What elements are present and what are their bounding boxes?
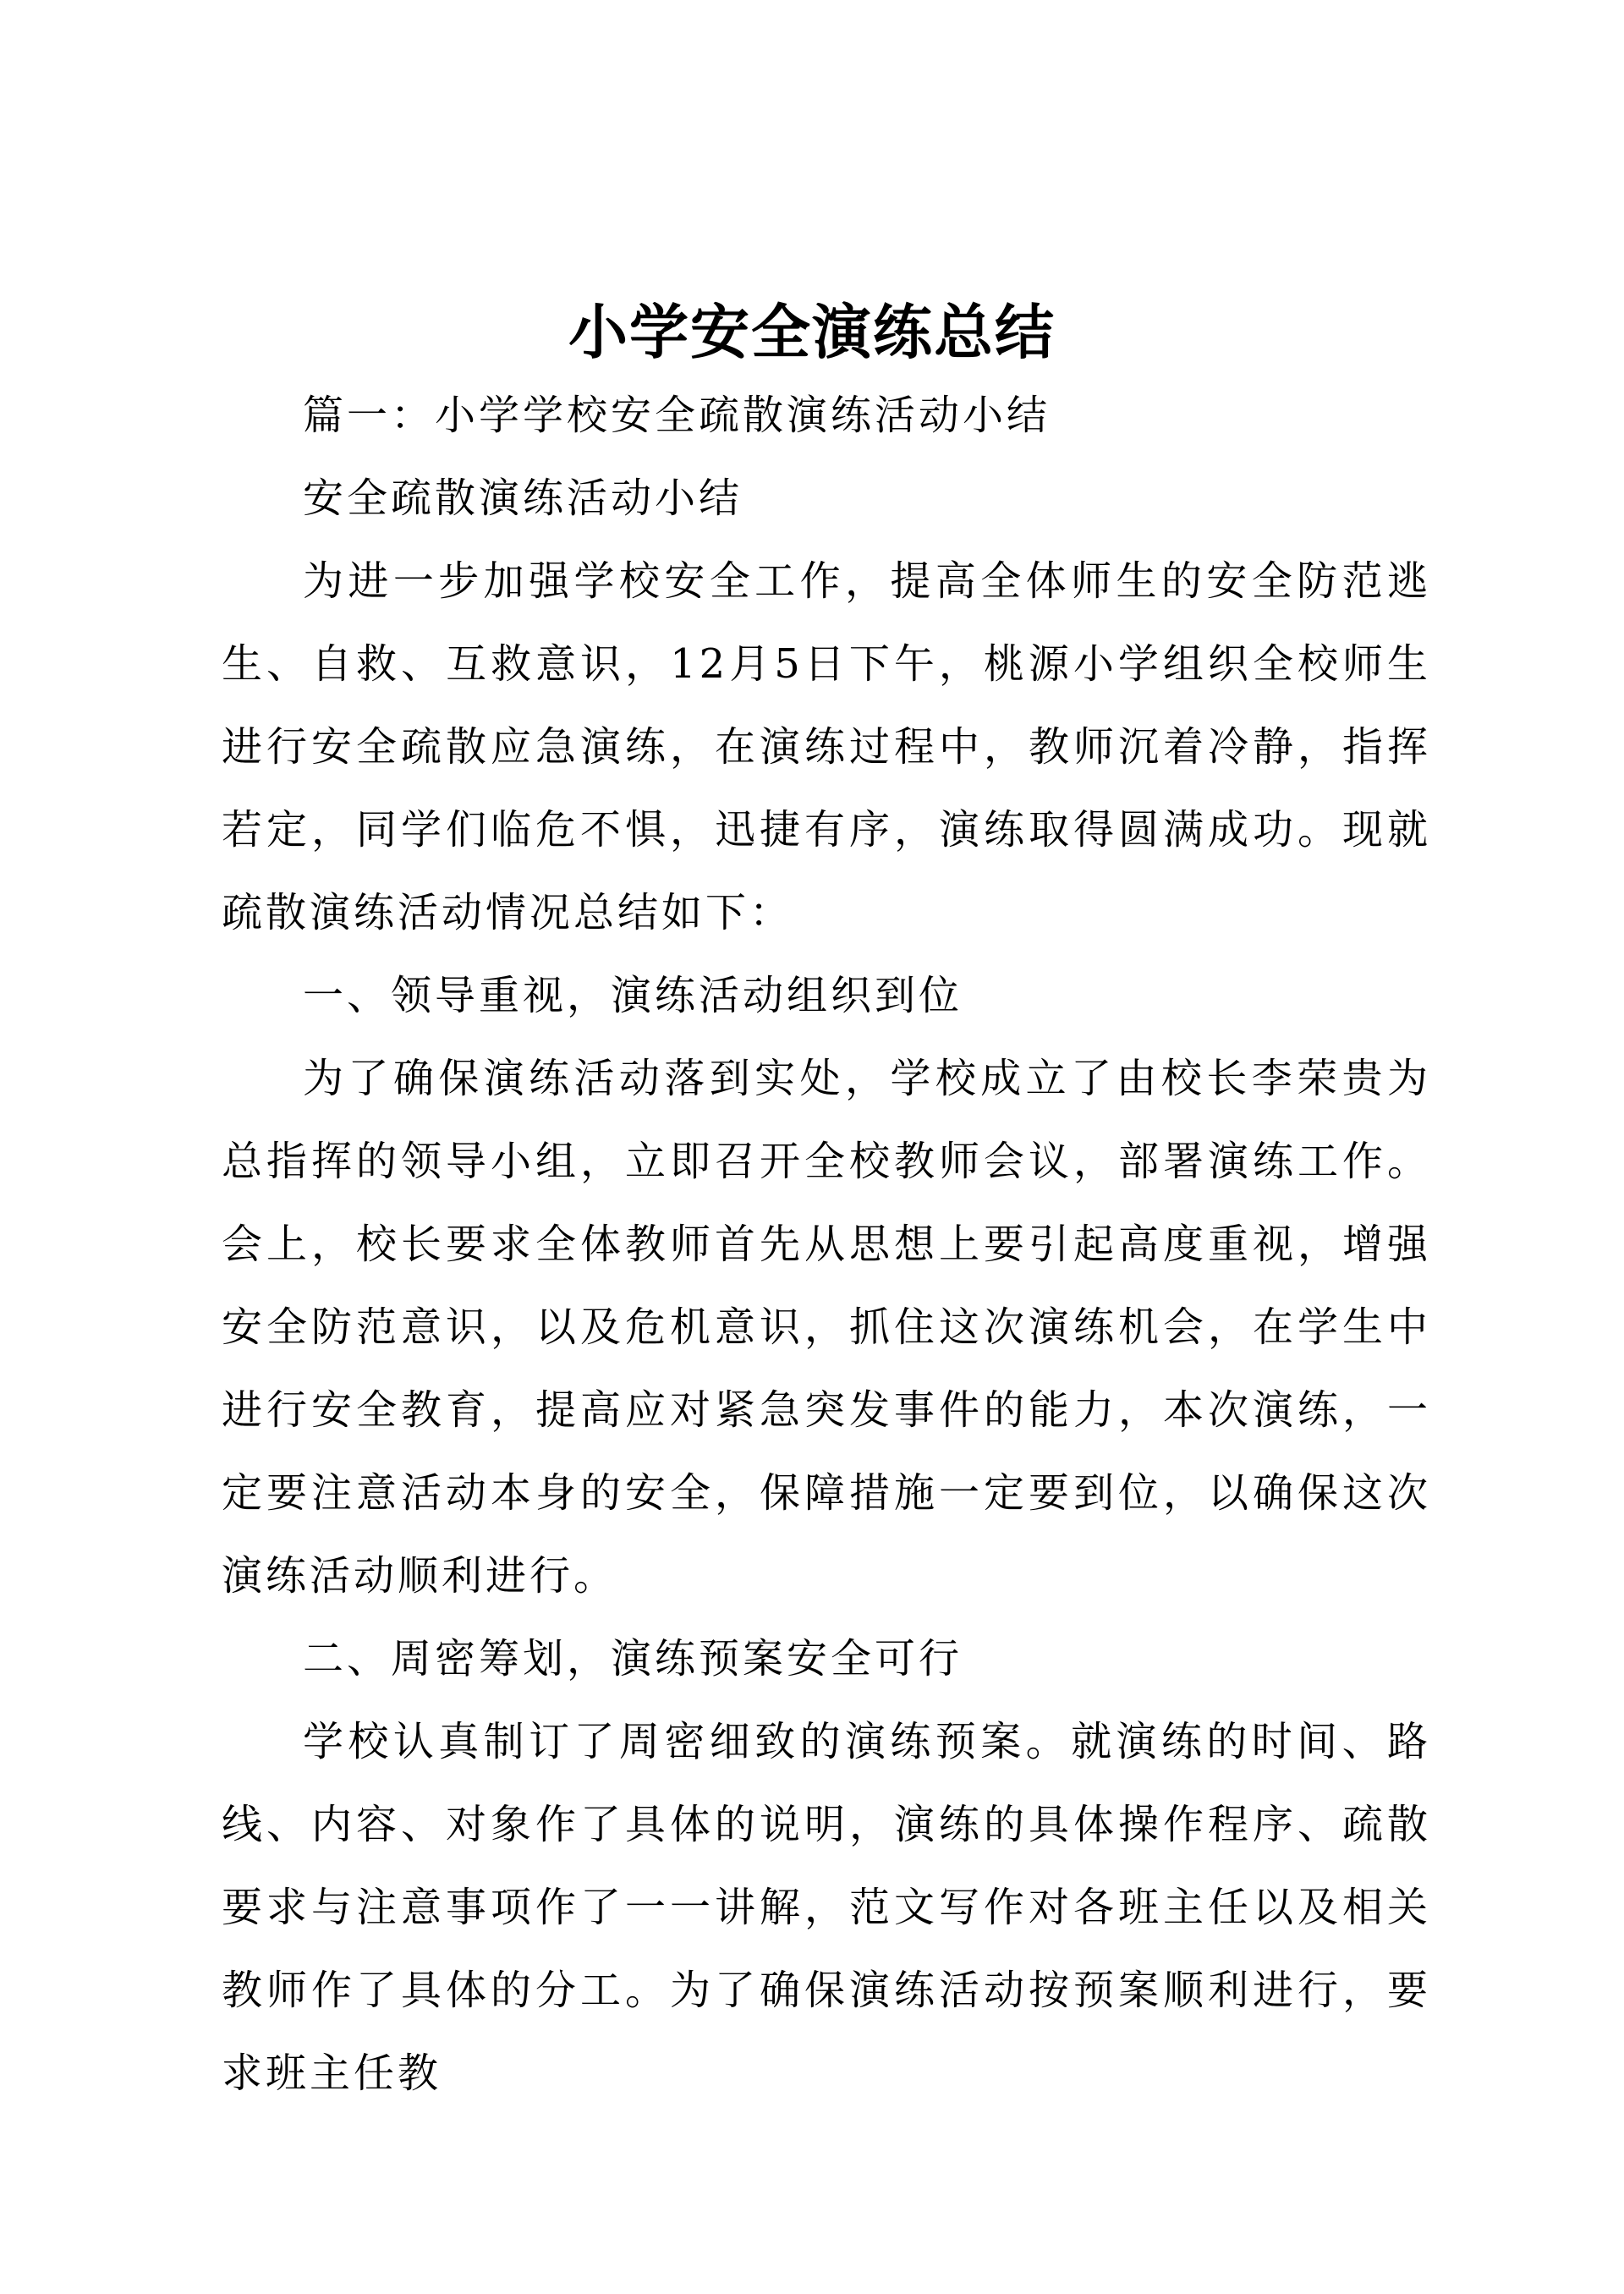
document-title: 小学安全演练总结 (568, 297, 1056, 367)
section-heading: 一、领导重视，演练活动组织到位 (303, 972, 963, 1019)
document-body (222, 374, 1431, 2115)
section-heading: 二、周密筹划，演练预案安全可行 (303, 1635, 963, 1682)
section-heading: 篇一：小学学校安全疏散演练活动小结 (303, 392, 1051, 439)
body-paragraph: 学校认真制订了周密细致的演练预案。就演练的时间、路线、内容、对象作了具体的说明，演练的具体操作程序、疏散要求与注意事项作了一一讲解，范文写作对各班主任以及相关教师作了具体的分工。为了确保演练活动按预案顺利进行，要求班主任教 (222, 1718, 1431, 2097)
body-paragraph: 为了确保演练活动落到实处，学校成立了由校长李荣贵为总指挥的领导小组，立即召开全校教师会议，部署演练工作。会上，校长要求全体教师首先从思想上要引起高度重视，增强安全防范意识，以及危机意识，抓住这次演练机会，在学生中进行安全教育，提高应对紧急突发事件的能力，本次演练，一定要注意活动本身的安全，保障措施一定要到位，以确保这次演练活动顺利进行。 (222, 1055, 1431, 1600)
body-paragraph: 为进一步加强学校安全工作，提高全体师生的安全防范逃生、自救、互救意识，12月5日下午，桃源小学组织全校师生进行安全疏散应急演练，在演练过程中，教师沉着冷静，指挥若定，同学们临危不惧，迅捷有序，演练取得圆满成功。现就疏散演练活动情况总结如下： (222, 557, 1431, 936)
subtitle: 安全疏散演练活动小结 (303, 475, 743, 522)
